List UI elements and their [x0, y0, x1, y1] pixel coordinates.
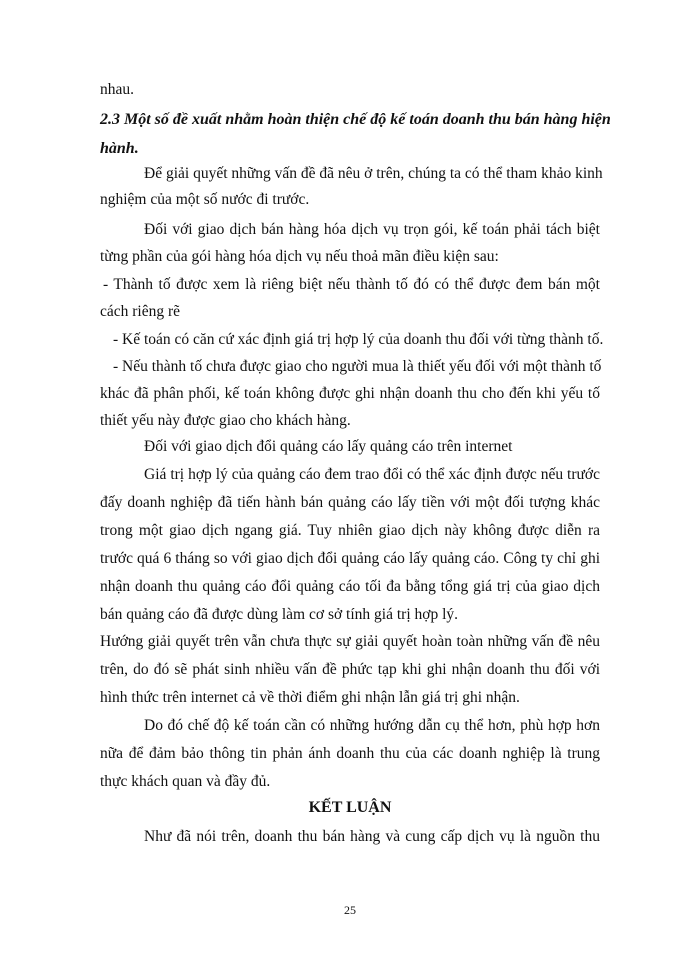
- text-line: nghiệm của một số nước đi trước.: [100, 191, 310, 208]
- text-line: Đối với giao dịch đổi quảng cáo lấy quảng cáo trên internet: [144, 438, 513, 455]
- section-heading-line: 2.3 Một số đề xuất nhằm hoàn thiện chế độ kế toán doanh thu bán hàng hiện: [100, 111, 611, 128]
- text-line: Đối với giao dịch bán hàng hóa dịch vụ trọn gói, kế toán phải tách biệt: [144, 221, 600, 238]
- text-line: cách riêng rẽ: [100, 303, 181, 320]
- text-line: hình thức trên internet cả về thời điểm ghi nhận lẫn giá trị ghi nhận.: [100, 689, 520, 706]
- text-line: từng phần của gói hàng hóa dịch vụ nếu thoả mãn điều kiện sau:: [100, 248, 499, 265]
- text-line: trên, do đó sẽ phát sinh nhiều vấn đề phức tạp khi ghi nhận doanh thu đối với: [100, 661, 600, 678]
- text-line: Giá trị hợp lý của quảng cáo đem trao đổi có thể xác định được nếu trước: [144, 466, 600, 483]
- text-line: khác đã phân phối, kế toán không được ghi nhận doanh thu cho đến khi yếu tố: [100, 385, 600, 402]
- conclusion-heading: KẾT LUẬN: [308, 799, 392, 816]
- page-number: 25: [344, 903, 356, 917]
- text-line: thiết yếu này được giao cho khách hàng.: [100, 412, 351, 429]
- text-line: trong một giao dịch ngang giá. Tuy nhiên giao dịch này không được diễn ra: [100, 522, 600, 539]
- bullet-line: - Nếu thành tố chưa được giao cho người mua là thiết yếu đối với một thành tố: [113, 358, 602, 375]
- text-line: Hướng giải quyết trên vẫn chưa thực sự giải quyết hoàn toàn những vấn đề nêu: [100, 633, 600, 650]
- text-line: nhận doanh thu quảng cáo đổi quảng cáo tối đa bằng tổng giá trị của giao dịch: [100, 578, 600, 595]
- bullet-line: - Thành tố được xem là riêng biệt nếu thành tố đó có thể được đem bán một: [103, 276, 600, 293]
- text-line: đấy doanh nghiệp đã tiến hành bán quảng cáo lấy tiền với một đối tượng khác: [100, 494, 600, 511]
- text-line: bán quảng cáo đã được dùng làm cơ sở tính giá trị hợp lý.: [100, 606, 458, 623]
- text-line: nhau.: [100, 81, 135, 98]
- bullet-line: - Kế toán có căn cứ xác định giá trị hợp lý của doanh thu đối với từng thành tố.: [113, 331, 604, 348]
- text-line: Để giải quyết những vấn đề đã nêu ở trên, chúng ta có thể tham khảo kinh: [144, 165, 603, 182]
- text-line: Do đó chế độ kế toán cần có những hướng dẫn cụ thể hơn, phù hợp hơn: [144, 717, 600, 734]
- section-heading-line: hành.: [100, 140, 139, 157]
- text-line: nữa để đảm bảo thông tin phản ánh doanh thu của các doanh nghiệp là trung: [100, 745, 600, 762]
- text-line: trước quá 6 tháng so với giao dịch đổi quảng cáo lấy quảng cáo. Công ty chỉ ghi: [100, 550, 600, 567]
- text-line: thực khách quan và đầy đủ.: [100, 773, 271, 790]
- text-line: Như đã nói trên, doanh thu bán hàng và cung cấp dịch vụ là nguồn thu: [144, 828, 600, 845]
